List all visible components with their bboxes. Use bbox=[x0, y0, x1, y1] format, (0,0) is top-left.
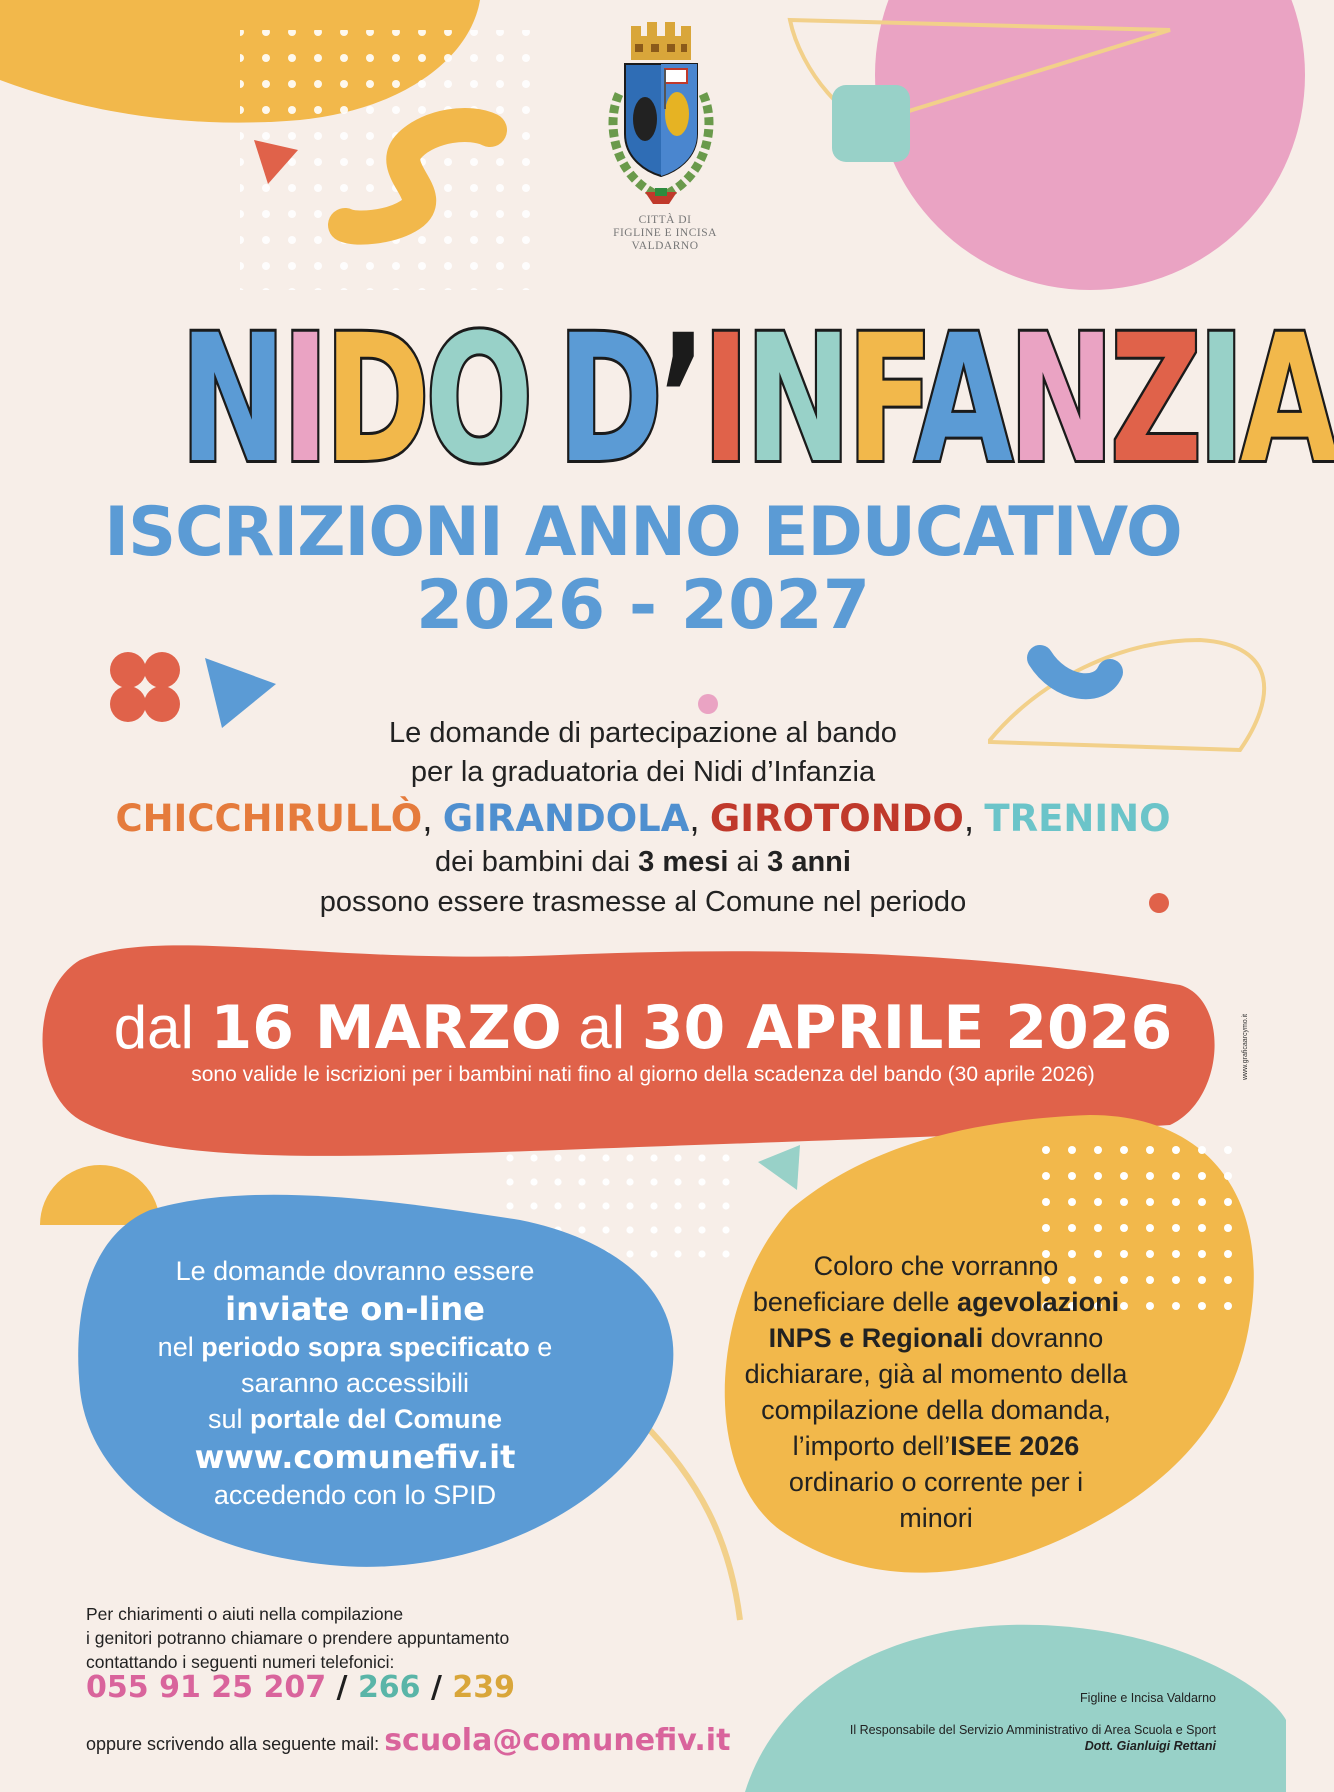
title-letter: N bbox=[180, 297, 282, 502]
phone-266[interactable]: 266 bbox=[357, 1670, 421, 1705]
title-letter: I bbox=[1197, 297, 1241, 502]
enrollment-period-note: sono valide le iscrizioni per i bambini nati fino al giorno della scadenza del bando (30 aprile 2026) bbox=[191, 1063, 1095, 1086]
signature-role: Il Responsabile del Servizio Amministrativo di Area Scuola e Sport bbox=[849, 1723, 1216, 1737]
email-link[interactable]: scuola@comunefiv.it bbox=[384, 1723, 731, 1758]
isee-info: Coloro che vorranno beneficiare delle agevolazioni INPS e Regionali dovranno dichiarare, già al momento della compilazione della domanda, l’importo dell’ISEE 2026 ordinario o corrente per i minori bbox=[744, 1251, 1128, 1533]
title-letter: N bbox=[745, 297, 847, 502]
subtitle-enrollment: ISCRIZIONI ANNO EDUCATIVO bbox=[104, 493, 1182, 572]
signature-name: Dott. Gianluigi Rettani bbox=[1084, 1739, 1216, 1753]
title-letter: ’ bbox=[658, 297, 703, 502]
signature-place: Figline e Incisa Valdarno bbox=[1080, 1691, 1216, 1705]
title-letter: O bbox=[425, 297, 529, 502]
intro-line-1: Le domande di partecipazione al bando bbox=[389, 717, 897, 749]
coat-of-arms-logo bbox=[595, 14, 727, 214]
title-letter: A bbox=[914, 297, 1009, 502]
phone-main[interactable]: 055 91 25 207 bbox=[86, 1670, 327, 1705]
nido-name: GIROTONDO bbox=[709, 797, 964, 840]
website-link[interactable]: www.comunefiv.it bbox=[194, 1438, 516, 1476]
title-letter: I bbox=[702, 297, 746, 502]
red-flower bbox=[110, 652, 180, 722]
phone-239[interactable]: 239 bbox=[452, 1670, 516, 1705]
mint-square bbox=[832, 85, 910, 162]
contact-info: Per chiarimenti o aiuti nella compilazione i genitori potranno chiamare o prendere appuntamento contattando i seguenti numeri telefonici: bbox=[86, 1604, 510, 1672]
title-letter: F bbox=[846, 297, 915, 502]
pink-circle-top-right bbox=[875, 0, 1305, 290]
intro-line-2: per la graduatoria dei Nidi d’Infanzia bbox=[410, 756, 876, 788]
municipality-logo-text: CITTÀ DI FIGLINE E INCISA VALDARNO bbox=[613, 214, 717, 252]
nido-name: CHICCHIRULLÒ bbox=[115, 797, 423, 840]
subtitle-year: 2026 - 2027 bbox=[415, 566, 871, 645]
mail-row: oppure scrivendo alla seguente mail: scuola@comunefiv.it bbox=[86, 1723, 731, 1758]
mint-blob-bottom-right bbox=[745, 1625, 1286, 1792]
page-title bbox=[180, 297, 1334, 502]
online-submission-info: Le domande dovranno essere inviate on-line nel periodo sopra specificato e saranno accessibili sul portale del Comune www.comunefiv.it accedendo con lo SPID bbox=[100, 1253, 610, 1513]
nidi-names: CHICCHIRULLÒ, GIRANDOLA, GIROTONDO, TRENINO bbox=[115, 797, 1171, 840]
designer-credit: www.graficaarcymo.it bbox=[1242, 1013, 1249, 1080]
title-letter: N bbox=[1008, 297, 1111, 502]
title-letter: A bbox=[1240, 297, 1334, 502]
intro-line-5: possono essere trasmesse al Comune nel periodo bbox=[319, 886, 967, 918]
phone-numbers: 055 91 25 207 / 266 / 239 bbox=[86, 1670, 516, 1705]
enrollment-period: dal 16 MARZO al 30 APRILE 2026 bbox=[113, 993, 1173, 1063]
nido-name: GIRANDOLA bbox=[442, 797, 690, 840]
mint-triangle bbox=[758, 1145, 800, 1190]
title-letter: D bbox=[557, 297, 659, 502]
title-letter: I bbox=[281, 297, 325, 502]
nido-name: TRENINO bbox=[984, 797, 1171, 840]
title-letter: Z bbox=[1110, 297, 1198, 502]
intro-line-4: dei bambini dai 3 mesi ai 3 anni bbox=[435, 846, 851, 878]
title-letter: D bbox=[324, 297, 426, 502]
